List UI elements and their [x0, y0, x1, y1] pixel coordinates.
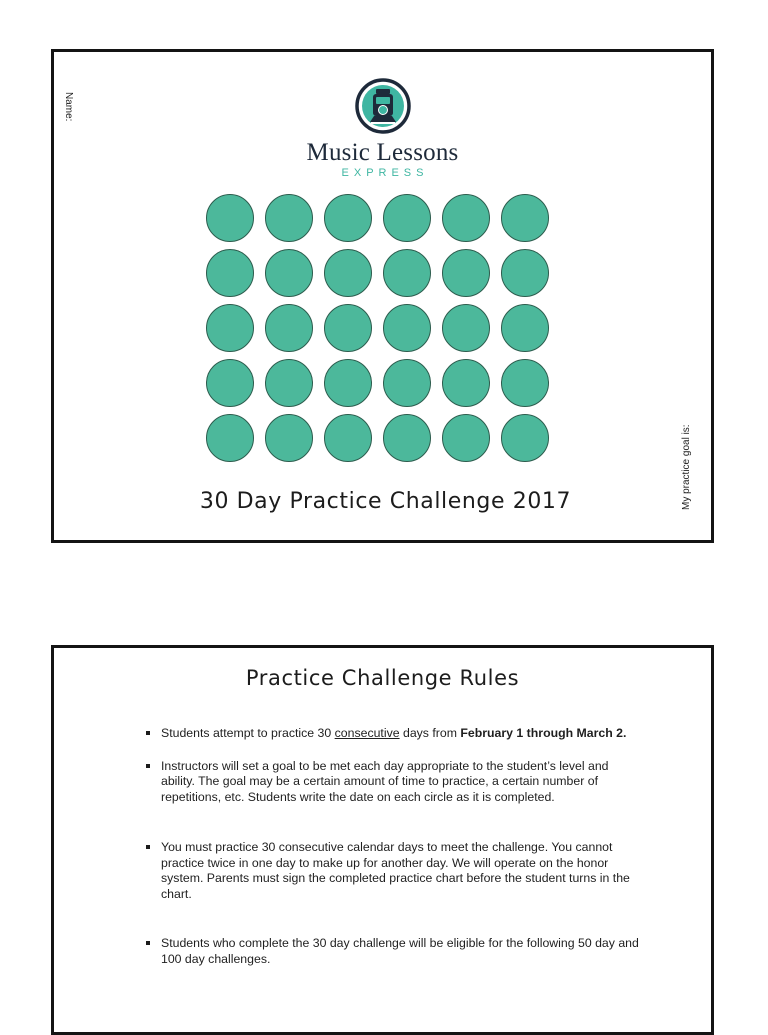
rule-item	[144, 759, 644, 806]
practice-circle	[206, 414, 254, 462]
practice-circle	[206, 249, 254, 297]
rules-title: Practice Challenge Rules	[245, 666, 520, 690]
practice-circle	[501, 304, 549, 352]
practice-circle	[206, 359, 254, 407]
challenge-title: 30 Day Practice Challenge 2017	[199, 489, 572, 514]
practice-circle	[324, 359, 372, 407]
practice-circle	[383, 359, 431, 407]
practice-circle	[265, 249, 313, 297]
train-icon	[355, 78, 411, 134]
rule-underlined-text: consecutive	[334, 726, 400, 740]
practice-circle	[501, 359, 549, 407]
practice-circle	[442, 304, 490, 352]
practice-goal-label: My practice goal is:	[681, 424, 692, 510]
rule-bold-text: February 1 through March 2.	[460, 726, 627, 740]
practice-circle	[265, 414, 313, 462]
practice-circle	[501, 414, 549, 462]
brand-subtitle: EXPRESS	[341, 167, 429, 179]
name-label: Name:	[63, 92, 74, 122]
practice-circle	[324, 249, 372, 297]
rule-text: days from	[399, 726, 461, 740]
practice-circle	[265, 359, 313, 407]
rule-text: Students attempt to practice 30	[161, 726, 335, 740]
rules-list	[144, 726, 644, 967]
practice-circle	[442, 249, 490, 297]
rules-card	[51, 645, 714, 1035]
practice-circle-grid	[206, 194, 549, 462]
practice-circle	[501, 249, 549, 297]
practice-circle	[383, 414, 431, 462]
rule-text: Students who complete the 30 day challenge will be eligible for the following 50 day and 100 day challenges.	[161, 936, 639, 966]
rule-text: You must practice 30 consecutive calendar days to meet the challenge. You cannot practice twice in one day to make up for another day. We will operate on the honor system. Parents must sign the completed practice chart before the student turns in the chart.	[161, 840, 630, 901]
brand-name: Music Lessons	[306, 139, 459, 166]
practice-circle	[324, 304, 372, 352]
rule-item	[144, 840, 644, 902]
practice-circle	[501, 194, 549, 242]
practice-circle	[265, 304, 313, 352]
practice-circle	[442, 414, 490, 462]
practice-circle	[383, 194, 431, 242]
rule-item	[144, 936, 644, 967]
practice-circle	[206, 194, 254, 242]
rule-item	[144, 726, 644, 742]
practice-circle	[324, 194, 372, 242]
practice-circle	[383, 304, 431, 352]
rule-text: Instructors will set a goal to be met each day appropriate to the student’s level and ability. The goal may be a certain amount of time to practice, a certain number of repetitions, etc. Students write the date on each circle as it is completed.	[161, 758, 609, 804]
practice-circle	[442, 359, 490, 407]
practice-circle	[324, 414, 372, 462]
practice-circle	[265, 194, 313, 242]
logo	[54, 78, 711, 179]
practice-circle	[383, 249, 431, 297]
practice-circle	[442, 194, 490, 242]
practice-circle	[206, 304, 254, 352]
practice-chart-card	[51, 49, 714, 543]
